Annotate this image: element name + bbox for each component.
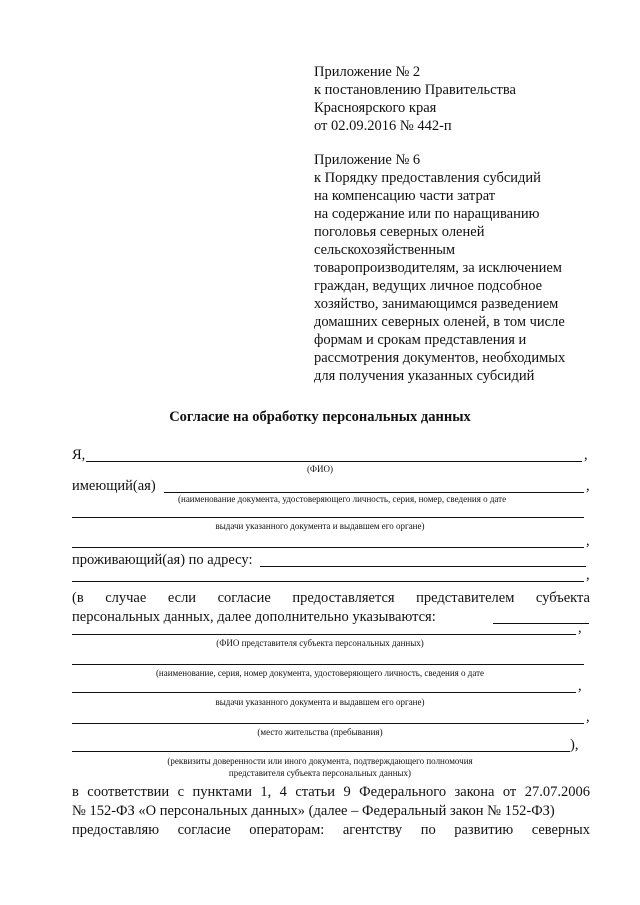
power-caption-2: представителя субъекта персональных данных) xyxy=(228,768,412,778)
header-line: от 02.09.2016 № 442-п xyxy=(314,118,452,134)
header-line: формам и срокам представления и xyxy=(314,332,527,348)
word: закона xyxy=(454,784,495,800)
word: предоставляю xyxy=(72,822,160,838)
comma: , xyxy=(586,709,590,725)
having-label: имеющий(ая) xyxy=(72,478,156,494)
header-line: товаропроизводителям, за исключением xyxy=(314,260,562,276)
header-line: граждан, ведущих личное подсобное xyxy=(314,278,543,294)
address-field-line[interactable] xyxy=(260,566,586,567)
power-caption: (реквизиты доверенности или иного документа, подтверждающего полномочия xyxy=(167,756,473,766)
word: 1, xyxy=(260,784,272,800)
rep-doc-line-2[interactable] xyxy=(72,692,576,693)
word: по xyxy=(420,822,436,838)
word: если xyxy=(167,590,197,606)
doc-field-line[interactable] xyxy=(164,492,584,493)
word: статьи xyxy=(295,784,336,800)
annex2-block xyxy=(314,63,516,135)
i-label: Я, xyxy=(72,447,86,463)
word: Федерального xyxy=(359,784,447,800)
word: пунктами xyxy=(192,784,252,800)
header-line: сельскохозяйственным xyxy=(314,242,456,258)
comma: , xyxy=(586,478,590,494)
header-line: к Порядку предоставления субсидий xyxy=(314,170,541,186)
residence-caption: (место жительства (пребывания) xyxy=(257,727,383,737)
power-line[interactable] xyxy=(72,751,570,752)
word: соответствии xyxy=(87,784,170,800)
address-prev-line[interactable] xyxy=(72,547,584,548)
word: операторам: xyxy=(249,822,325,838)
doc-caption-2: выдачи указанного документа и выдавшем его органе) xyxy=(215,521,425,531)
comma: , xyxy=(584,447,588,463)
word: случае xyxy=(105,590,147,606)
comma: , xyxy=(586,567,590,583)
word: развитию xyxy=(454,822,514,838)
body-line-2: № 152-ФЗ «О персональных данных» (далее – Федеральный закон № 152-ФЗ) xyxy=(72,803,555,819)
rep-doc-caption: (наименование, серия, номер документа, удостоверяющего личность, сведения о дате xyxy=(155,668,485,678)
rep-fio-caption: (ФИО представителя субъекта персональных данных) xyxy=(216,638,424,648)
annex6-block xyxy=(314,151,565,385)
address-field-line-2[interactable] xyxy=(72,581,584,582)
word: 9 xyxy=(343,784,351,800)
word: 27.07.2006 xyxy=(524,784,590,800)
case-line-2: персональных данных, далее дополнительно указываются: xyxy=(72,609,436,625)
header-line: для получения указанных субсидий xyxy=(314,368,535,384)
fio-caption: (ФИО) xyxy=(306,464,334,474)
word: (в xyxy=(72,590,84,606)
word: предоставляется xyxy=(292,590,395,606)
header-line: на компенсацию части затрат xyxy=(314,188,496,204)
word: 4 xyxy=(279,784,287,800)
residence-line[interactable] xyxy=(72,723,584,724)
header-line: домашних северных оленей, в том числе xyxy=(314,314,565,330)
fio-field-line[interactable] xyxy=(86,461,582,462)
word: субъекта xyxy=(535,590,590,606)
doc-caption: (наименование документа, удостоверяющего личность, серия, номер, сведения о дате xyxy=(178,494,507,504)
header-line: рассмотрения документов, необходимых xyxy=(314,350,566,366)
comma: , xyxy=(586,533,590,549)
body-line-1 xyxy=(72,784,590,801)
word: северных xyxy=(531,822,590,838)
close-paren: ), xyxy=(570,737,579,753)
document-title: Согласие на обработку персональных данных xyxy=(169,409,471,425)
case-line-1 xyxy=(72,590,590,607)
rep-doc-line[interactable] xyxy=(72,664,584,665)
rep-field-line[interactable] xyxy=(493,623,589,624)
comma: , xyxy=(578,678,582,694)
word: в xyxy=(72,784,79,800)
header-line: к постановлению Правительства xyxy=(314,82,516,98)
rep-doc-caption-2: выдачи указанного документа и выдавшем его органе) xyxy=(215,697,425,707)
header-line: Приложение № 2 xyxy=(314,64,421,80)
word: представителем xyxy=(416,590,515,606)
word: согласие xyxy=(177,822,231,838)
header-line: хозяйство, занимающимся разведением xyxy=(314,296,559,312)
header-line: на содержание или по наращиванию xyxy=(314,206,540,222)
body-line-3 xyxy=(72,822,590,839)
word: с xyxy=(177,784,185,800)
address-label: проживающий(ая) по адресу: xyxy=(72,552,253,568)
word: агентству xyxy=(342,822,403,838)
doc-field-line-2[interactable] xyxy=(72,517,584,518)
word: согласие xyxy=(217,590,271,606)
word: от xyxy=(502,784,517,800)
comma: , xyxy=(578,620,582,636)
header-line: поголовья северных оленей xyxy=(314,224,485,240)
header-line: Приложение № 6 xyxy=(314,152,421,168)
rep-fio-line[interactable] xyxy=(72,634,576,635)
header-line: Красноярского края xyxy=(314,100,437,116)
